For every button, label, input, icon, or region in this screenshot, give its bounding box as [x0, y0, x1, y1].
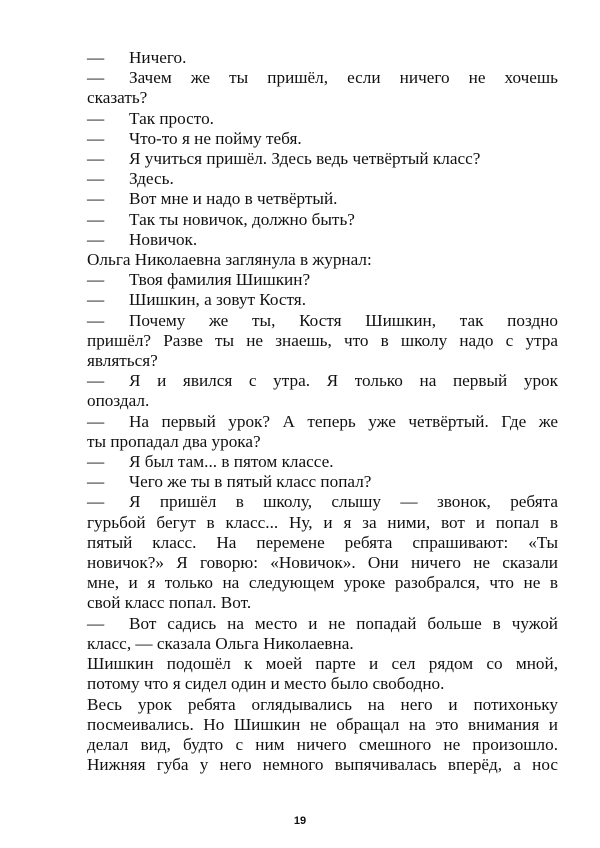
- text-line: свой класс попал. Вот.: [87, 593, 252, 613]
- text-line: являться?: [87, 351, 158, 371]
- text-line: — Ничего.: [87, 48, 187, 67]
- text-line: — Зачем же ты пришёл, если ничего не хочешь: [87, 68, 558, 88]
- text-line: класс, — сказала Ольга Николаевна.: [87, 633, 354, 653]
- text-line: — Я пришёл в школу, слышу — звонок, ребята: [87, 492, 558, 512]
- body-text: [87, 48, 558, 775]
- text-line: пришёл? Разве ты не знаешь, что в школу надо с утра: [87, 330, 558, 350]
- text-line: опоздал.: [87, 391, 150, 411]
- text-line: — Так просто.: [87, 108, 214, 128]
- text-line: — Почему же ты, Костя Шишкин, так поздно: [87, 310, 558, 330]
- text-line: — Я и явился с утра. Я только на первый урок: [87, 371, 558, 391]
- text-line: — Новичок.: [87, 229, 198, 249]
- text-line: пятый класс. На перемене ребята спрашивают: «Ты: [87, 532, 558, 552]
- text-line: — Здесь.: [87, 169, 174, 189]
- text-line: сказать?: [87, 88, 148, 108]
- text-line: Шишкин подошёл к моей парте и сел рядом со мной,: [87, 654, 558, 674]
- text-line: — Чего же ты в пятый класс попал?: [87, 472, 372, 492]
- text-line: Весь урок ребята оглядывались на него и потихоньку: [87, 694, 558, 714]
- text-line: посмеивались. Но Шишкин не обращал на это внимания и: [87, 714, 558, 734]
- text-line: — Так ты новичок, должно быть?: [87, 209, 355, 229]
- text-line: гурьбой бегут в класс... Ну, и я за ними, вот и попал в: [87, 512, 558, 532]
- text-line: — Вот садись на место и не попадай больше в чужой: [87, 613, 558, 633]
- text-line: — Я был там... в пятом классе.: [87, 452, 334, 472]
- text-line: новичок?» Я говорю: «Новичок». Они ничего не сказали: [87, 553, 558, 573]
- text-line: Нижняя губа у него немного выпячивалась вперёд, а нос: [87, 755, 558, 775]
- text-line: — Вот мне и надо в четвёртый.: [87, 189, 338, 209]
- text-line: — На первый урок? А теперь уже четвёртый. Где же: [87, 411, 558, 431]
- text-line: — Шишкин, а зовут Костя.: [87, 290, 306, 310]
- text-line: ты пропадал два урока?: [87, 431, 261, 451]
- text-line: — Что-то я не пойму тебя.: [87, 128, 302, 148]
- text-line: Ольга Николаевна заглянула в журнал:: [87, 250, 372, 270]
- page-number: 19: [293, 815, 307, 827]
- text-line: — Я учиться пришёл. Здесь ведь четвёртый класс?: [87, 149, 481, 169]
- text-line: делал вид, будто с ним ничего смешного не произошло.: [87, 734, 558, 754]
- text-line: — Твоя фамилия Шишкин?: [87, 270, 311, 290]
- text-line: мне, и я только на следующем уроке разобрался, что не в: [87, 573, 558, 593]
- text-line: потому что я сидел один и место было свободно.: [87, 674, 445, 694]
